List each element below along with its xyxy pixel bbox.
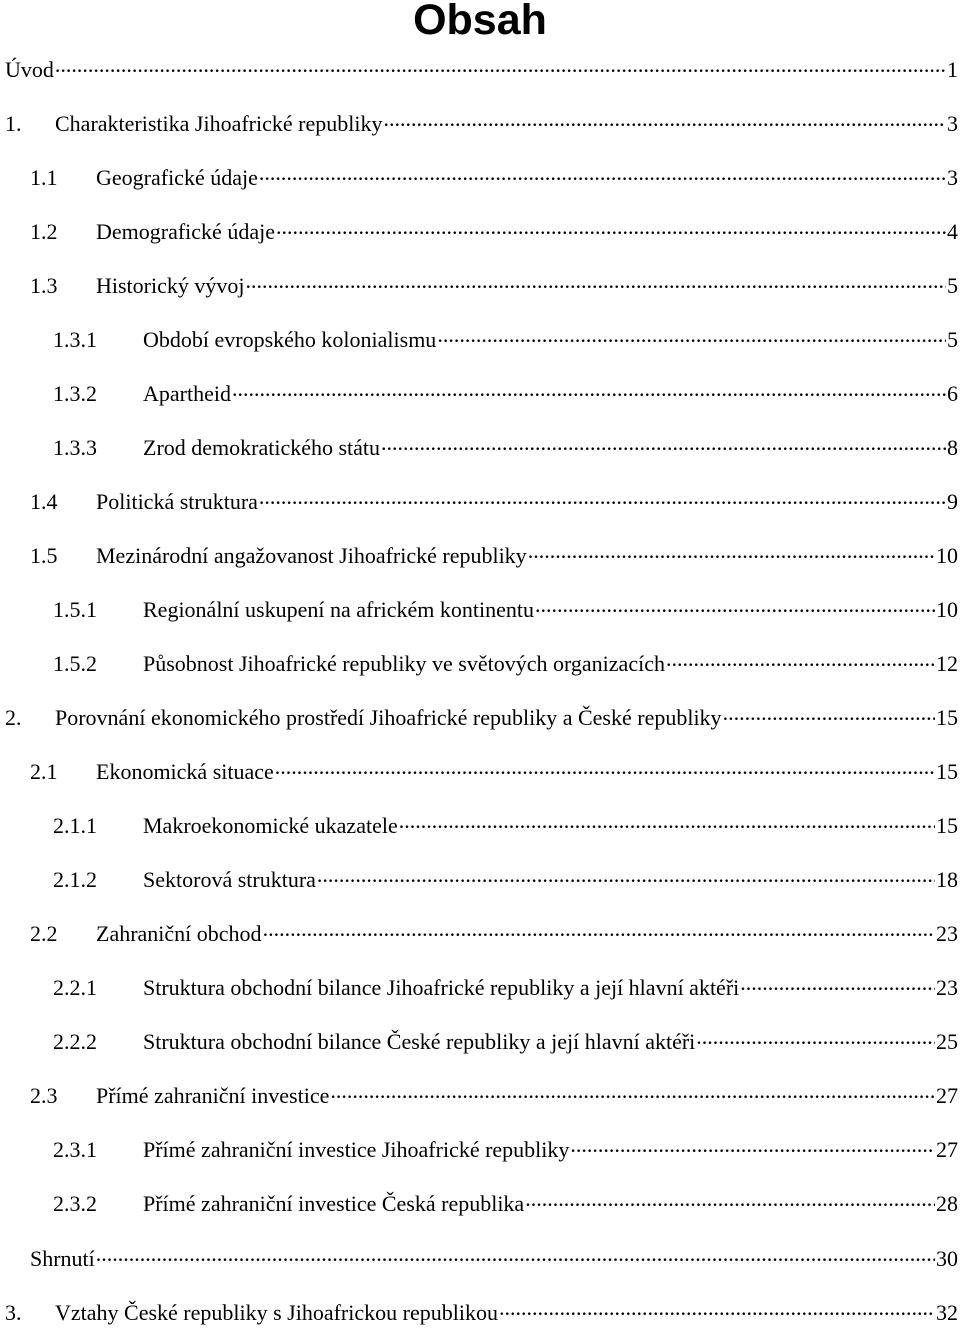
- toc-entry-page: 27: [936, 1137, 958, 1162]
- toc-entry-label: Struktura obchodní bilance Jihoafrické republiky a její hlavní aktéři: [143, 975, 740, 1000]
- toc-entry-label: Makroekonomické ukazatele: [143, 813, 398, 838]
- page-title: Obsah: [413, 0, 547, 44]
- toc-entry[interactable]: [30, 919, 958, 949]
- toc-entry[interactable]: [53, 865, 958, 895]
- toc-dot-leader: [740, 973, 935, 995]
- toc-entry[interactable]: [53, 649, 958, 679]
- toc-entry-number: 1.5.2: [53, 651, 97, 676]
- toc-entry-page: 23: [936, 975, 958, 1000]
- toc-entry-number: 2.1.2: [53, 867, 97, 892]
- toc-entry-page: 15: [936, 705, 958, 730]
- toc-entry-number: 1.3: [30, 273, 58, 298]
- toc-entry-page: 1: [947, 57, 958, 82]
- toc-entry-page: 5: [947, 327, 958, 352]
- toc-entry[interactable]: [5, 1298, 958, 1328]
- toc-entry-number: 2.2.2: [53, 1029, 97, 1054]
- toc-entry-number: 1.5.1: [53, 597, 97, 622]
- toc-entry-number: 3.: [5, 1300, 22, 1325]
- toc-entry-label: Geografické údaje: [96, 165, 258, 190]
- toc-entry-page: 15: [936, 759, 958, 784]
- toc-entry-label: Přímé zahraniční investice Jihoafrické republiky: [143, 1137, 570, 1162]
- toc-entry-number: 2.3.1: [53, 1137, 97, 1162]
- toc-dot-leader: [259, 487, 946, 509]
- toc-dot-leader: [437, 325, 946, 347]
- toc-dot-leader: [317, 865, 935, 887]
- toc-entry[interactable]: [53, 1135, 958, 1165]
- toc-entry-label: Porovnání ekonomického prostředí Jihoafrické republiky a České republiky: [55, 705, 722, 730]
- toc-entry-page: 27: [936, 1083, 958, 1108]
- toc-entry[interactable]: [5, 55, 958, 85]
- toc-entry-page: 12: [936, 651, 958, 676]
- toc-entry-page: 10: [936, 597, 958, 622]
- toc-dot-leader: [528, 541, 935, 563]
- toc-entry-number: 2.3: [30, 1083, 58, 1108]
- toc-dot-leader: [96, 1244, 935, 1266]
- toc-dot-leader: [535, 595, 935, 617]
- toc-entry-page: 23: [936, 921, 958, 946]
- toc-entry-number: 2.3.2: [53, 1191, 97, 1216]
- toc-entry-label: Apartheid: [143, 381, 231, 406]
- toc-entry-label: Zahraniční obchod: [96, 921, 262, 946]
- toc-entry-label: Struktura obchodní bilance České republiky a její hlavní aktéři: [143, 1029, 696, 1054]
- toc-entry-label: Vztahy České republiky s Jihoafrickou republikou: [55, 1300, 498, 1325]
- toc-entry[interactable]: [53, 811, 958, 841]
- toc-entry[interactable]: [5, 109, 958, 139]
- toc-entry-number: 1.3.3: [53, 435, 97, 460]
- toc-dot-leader: [570, 1135, 935, 1157]
- toc-entry-label: Demografické údaje: [96, 219, 275, 244]
- toc-entry-label: Období evropského kolonialismu: [143, 327, 437, 352]
- toc-dot-leader: [55, 55, 946, 77]
- toc-entry[interactable]: [53, 1027, 958, 1057]
- toc-entry-label: Zrod demokratického státu: [143, 435, 381, 460]
- toc-entry-label: Úvod: [5, 57, 54, 82]
- toc-entry-page: 32: [936, 1300, 958, 1325]
- toc-entry-page: 30: [936, 1246, 958, 1271]
- toc-entry-label: Politická struktura: [96, 489, 258, 514]
- toc-entry[interactable]: [30, 757, 958, 787]
- toc-dot-leader: [525, 1189, 935, 1211]
- toc-entry[interactable]: [30, 1244, 958, 1274]
- toc-entry[interactable]: [53, 1189, 958, 1219]
- toc-entry[interactable]: [30, 163, 958, 193]
- toc-entry-number: 1.1: [30, 165, 58, 190]
- toc-entry-number: 1.5: [30, 543, 58, 568]
- toc-entry[interactable]: [53, 595, 958, 625]
- toc-entry[interactable]: [30, 1081, 958, 1111]
- toc-entry[interactable]: [30, 541, 958, 571]
- toc-dot-leader: [275, 757, 935, 779]
- toc-entry-label: Přímé zahraniční investice Česká republika: [143, 1191, 525, 1216]
- toc-entry-label: Regionální uskupení na africkém kontinentu: [143, 597, 535, 622]
- toc-entry-label: Působnost Jihoafrické republiky ve světových organizacích: [143, 651, 665, 676]
- toc-entry-label: Sektorová struktura: [143, 867, 316, 892]
- toc-entry-label: Přímé zahraniční investice: [96, 1083, 330, 1108]
- toc-entry-page: 6: [947, 381, 958, 406]
- toc-dot-leader: [276, 217, 946, 239]
- toc-entry-page: 9: [947, 489, 958, 514]
- toc-entry-number: 1.3.1: [53, 327, 97, 352]
- toc-entry-page: 28: [936, 1191, 958, 1216]
- toc-entry-label: Mezinárodní angažovanost Jihoafrické republiky: [96, 543, 527, 568]
- toc-entry[interactable]: [53, 433, 958, 463]
- toc-entry[interactable]: [30, 271, 958, 301]
- toc-entry-page: 15: [936, 813, 958, 838]
- toc-dot-leader: [399, 811, 935, 833]
- toc-entry[interactable]: [53, 379, 958, 409]
- toc-entry-page: 25: [936, 1029, 958, 1054]
- toc-entry[interactable]: [30, 217, 958, 247]
- toc-dot-leader: [330, 1081, 935, 1103]
- toc-entry[interactable]: [5, 703, 958, 733]
- toc-entry-page: 4: [947, 219, 958, 244]
- toc-entry-page: 10: [936, 543, 958, 568]
- toc-entry-label: Charakteristika Jihoafrické republiky: [55, 111, 383, 136]
- toc-entry-page: 18: [936, 867, 958, 892]
- toc-entry-number: 1.3.2: [53, 381, 97, 406]
- toc-entry-page: 3: [947, 165, 958, 190]
- toc-entry-number: 2.: [5, 705, 22, 730]
- toc-entry-page: 8: [947, 435, 958, 460]
- toc-entry-number: 2.2: [30, 921, 58, 946]
- toc-dot-leader: [383, 109, 946, 131]
- toc-entry-number: 1.4: [30, 489, 58, 514]
- toc-entry-label: Shrnutí: [30, 1246, 95, 1271]
- toc-dot-leader: [232, 379, 946, 401]
- toc-entry-number: 1.: [5, 111, 22, 136]
- toc-dot-leader: [246, 271, 947, 293]
- toc-entry-page: 3: [947, 111, 958, 136]
- toc-entry[interactable]: [53, 325, 958, 355]
- toc-dot-leader: [263, 919, 935, 941]
- toc-dot-leader: [723, 703, 935, 725]
- toc-dot-leader: [666, 649, 935, 671]
- toc-dot-leader: [696, 1027, 935, 1049]
- toc-entry[interactable]: [53, 973, 958, 1003]
- toc-entry[interactable]: [30, 487, 958, 517]
- toc-dot-leader: [499, 1298, 935, 1320]
- toc-dot-leader: [381, 433, 946, 455]
- toc-entry-number: 2.2.1: [53, 975, 97, 1000]
- toc-entry-number: 2.1: [30, 759, 58, 784]
- toc-entry-number: 1.2: [30, 219, 58, 244]
- toc-entry-number: 2.1.1: [53, 813, 97, 838]
- toc-entry-page: 5: [947, 273, 958, 298]
- toc-entry-label: Historický vývoj: [96, 273, 245, 298]
- toc-entry-label: Ekonomická situace: [96, 759, 274, 784]
- toc-dot-leader: [259, 163, 946, 185]
